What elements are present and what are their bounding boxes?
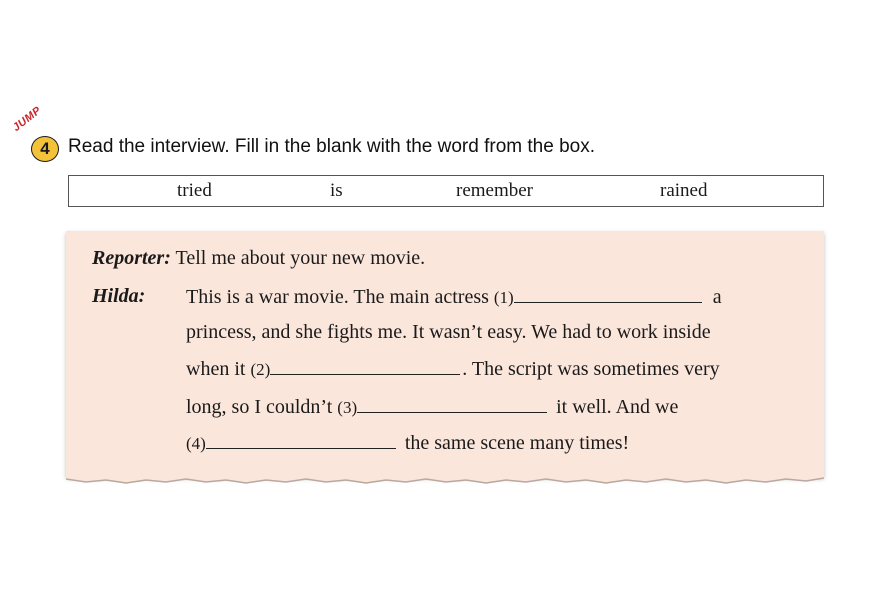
blank-number-1: (1)	[493, 288, 514, 307]
reporter-line	[92, 246, 425, 270]
exercise-instruction: Read the interview. Fill in the blank with the word from the box.	[68, 136, 595, 157]
blank-number-4: (4)	[186, 434, 206, 453]
blank-3[interactable]	[357, 394, 547, 413]
blank-number-2: (2)	[250, 360, 271, 379]
reporter-text: Tell me about your new movie.	[175, 247, 426, 269]
hilda-line-3: when it (2) . The script was sometimes very	[186, 358, 720, 380]
torn-edge	[66, 470, 824, 488]
hilda-label: Hilda:	[92, 285, 146, 307]
word-box-item: is	[330, 180, 343, 201]
hilda-line-4: long, so I couldn’t (3) it well. And we	[186, 396, 679, 418]
exercise-number: 4	[31, 136, 59, 162]
word-box-item: tried	[177, 180, 212, 201]
hilda-line-2: princess, and she fights me. It wasn’t easy. We had to work inside	[186, 321, 711, 343]
word-box-item: remember	[456, 180, 534, 201]
hilda-line-1: This is a war movie. The main actress (1) a	[186, 286, 722, 308]
jump-badge-label: JUMP	[10, 104, 44, 134]
blank-2[interactable]	[270, 356, 460, 375]
reporter-label: Reporter:	[92, 247, 171, 269]
blank-4[interactable]	[206, 430, 396, 449]
blank-number-3: (3)	[337, 398, 358, 417]
blank-1[interactable]	[514, 284, 702, 303]
hilda-line-5: (4) the same scene many times!	[186, 432, 630, 454]
word-box	[68, 175, 824, 207]
word-box-item: rained	[660, 180, 708, 201]
